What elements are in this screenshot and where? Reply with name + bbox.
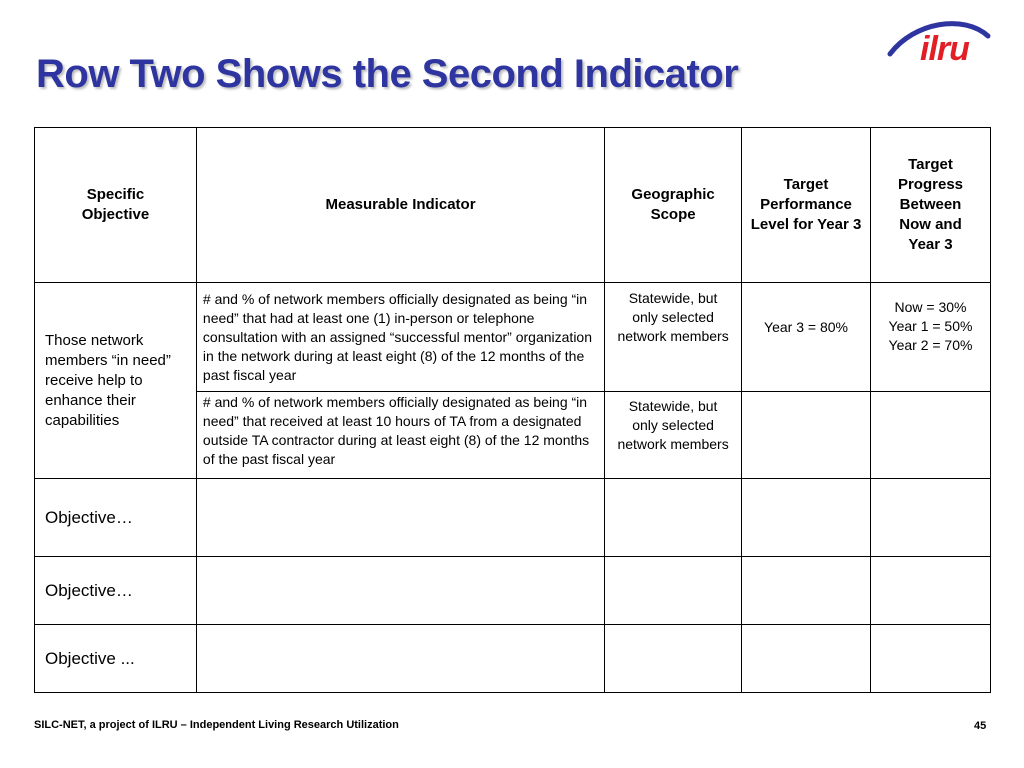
empty-cell [742,479,871,557]
header-target-progress: Target Progress Between Now and Year 3 [871,128,991,283]
empty-cell [871,479,991,557]
indicator-table [34,127,991,693]
empty-cell [871,625,991,693]
progress-line-now: Now = 30% [894,299,967,315]
table-row [35,283,991,392]
indicator-cell-2: # and % of network members officially designated as being “in need” that received at least 10 hours of TA from a designated outside TA contractor during at least eight (8) of the 12 months of the past fiscal year [196,392,604,479]
page-number: 45 [974,720,987,732]
table-row [35,557,991,625]
empty-cell [605,557,742,625]
header-geographic-scope: Geographic Scope [605,128,742,283]
empty-cell [196,625,604,693]
slide-title: Row Two Shows the Second Indicator [36,52,739,96]
header-target-performance-level: Target Performance Level for Year 3 [742,128,871,283]
progress-line-year1: Year 1 = 50% [888,318,973,334]
scope-cell-2: Statewide, but only selected network members [605,392,742,479]
empty-cell [871,392,991,479]
empty-cell [196,479,604,557]
empty-cell [605,479,742,557]
objective-cell: Those network members “in need” receive help to enhance their capabilities [35,283,197,479]
table-row [35,479,991,557]
target-progress-cell-1 [871,283,991,392]
table-header-row [35,128,991,283]
footer-text: SILC-NET, a project of ILRU – Independent Living Research Utilization [34,719,399,731]
ilru-logo-text: ilru [920,30,969,68]
empty-cell [742,557,871,625]
empty-cell [196,557,604,625]
header-measurable-indicator: Measurable Indicator [196,128,604,283]
empty-cell [871,557,991,625]
empty-cell [742,625,871,693]
table-row [35,625,991,693]
objective-placeholder-1: Objective… [35,479,197,557]
progress-line-year2: Year 2 = 70% [888,337,973,353]
empty-cell [605,625,742,693]
indicator-cell-1: # and % of network members officially designated as being “in need” that had at least one (1) in-person or telephone consultation with an assigned “successful mentor” organization in the network during at least eight (8) of the 12 months of the past fiscal year [196,283,604,392]
objective-placeholder-2: Objective… [35,557,197,625]
header-specific-objective: Specific Objective [35,128,197,283]
target-level-cell-1: Year 3 = 80% [742,283,871,392]
empty-cell [742,392,871,479]
scope-cell-1: Statewide, but only selected network members [605,283,742,392]
objective-placeholder-3: Objective ... [35,625,197,693]
